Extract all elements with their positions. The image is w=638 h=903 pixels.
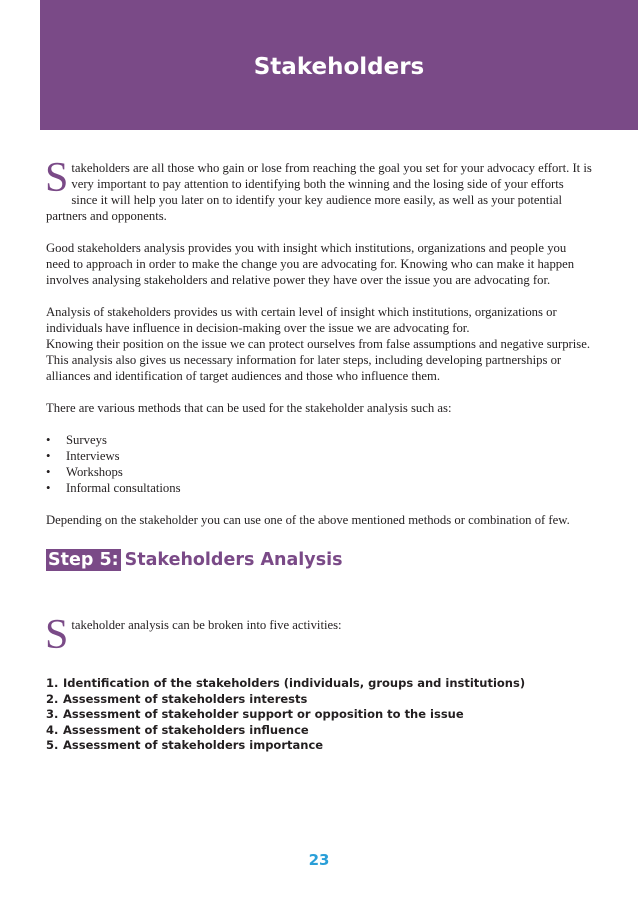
intro-paragraph-3: Analysis of stakeholders provides us with certain level of insight which institutions, organizations or individuals have influence in decision-making over the issue we are advocating for. <box>46 305 557 335</box>
list-item: • Informal consultations <box>46 481 181 495</box>
page-title: Stakeholders <box>253 54 425 80</box>
list-item: 3. Assessment of stakeholder support or opposition to the issue <box>46 707 464 721</box>
page-number: 23 <box>308 851 330 869</box>
intro-section <box>45 155 592 528</box>
header-band <box>40 0 638 130</box>
step-paragraph <box>45 612 592 658</box>
step-title: Stakeholders Analysis <box>124 550 343 570</box>
step-intro <box>45 612 592 658</box>
list-item: 5. Assessment of stakeholders importance <box>46 738 324 752</box>
intro-paragraph-1 <box>45 155 592 224</box>
activities-list <box>46 676 525 754</box>
step-paragraph-text: takeholder analysis can be broken into five activities: <box>71 618 342 632</box>
list-item: 1. Identification of the stakeholders (individuals, groups and institutions) <box>46 676 526 690</box>
drop-cap: S <box>45 155 69 201</box>
list-item: • Workshops <box>46 465 123 479</box>
drop-cap: S <box>45 612 69 658</box>
list-item: • Surveys <box>46 433 107 447</box>
list-item: • Interviews <box>46 449 120 463</box>
intro-paragraph-4: Knowing their position on the issue we can protect ourselves from false assumptions and negative surprise. This analysis also gives us necessary information for later steps, including developing partnerships or alliances and identification of target audiences and those who influence them. <box>46 337 591 383</box>
intro-paragraph-5: There are various methods that can be used for the stakeholder analysis such as: <box>46 401 452 415</box>
list-item: 4. Assessment of stakeholders influence <box>46 722 309 737</box>
step-heading <box>46 550 343 570</box>
intro-paragraph-2: Good stakeholders analysis provides you with insight which institutions, organizations and people you need to approach in order to make the change you are advocating for. Knowing who can make it happen involves analysing stakeholders and relative power they have over the issue you are advocating for. <box>46 241 575 287</box>
methods-list <box>46 432 592 496</box>
intro-paragraph-1-text: takeholders are all those who gain or lose from reaching the goal you set for your advocacy effort. It is very important to pay attention to identifying both the winning and the losing side of your efforts since it will help you later on to identify your key audience more easily, as well as your potential partners and opponents. <box>46 161 592 223</box>
list-item: 2. Assessment of stakeholders interests <box>46 691 308 706</box>
intro-paragraph-6: Depending on the stakeholder you can use one of the above mentioned methods or combination of few. <box>46 513 570 527</box>
step-number: Step 5: <box>48 550 119 570</box>
